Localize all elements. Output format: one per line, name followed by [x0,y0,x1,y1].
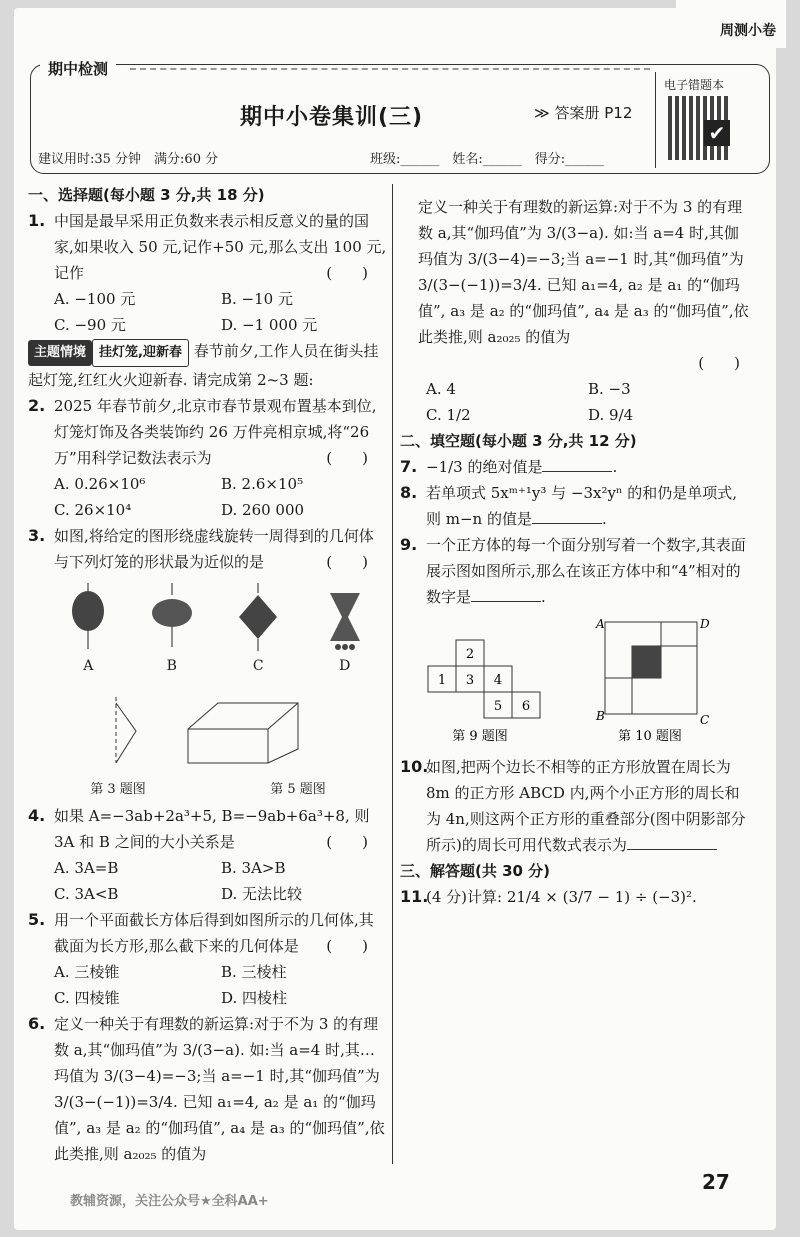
question-4 [28,803,388,855]
answer-paren-row [418,350,750,376]
question-text: 如图,将给定的图形绕虚线旋转一周得到的几何体与下列灯笼的形状最为近似的是 [54,527,374,571]
checkmark-icon: ✔ [704,120,730,146]
options-q5 [28,959,388,1011]
page-title: 期中小卷集训(三) [240,105,424,130]
option-c[interactable]: C. 四棱锥 [54,989,120,1007]
answer-blank[interactable] [627,835,717,850]
section-1-title: 一、选择题(每小题 3 分,共 18 分) [28,186,265,204]
lantern-d[interactable] [320,583,370,679]
option-d[interactable]: D. 四棱柱 [221,989,288,1007]
option-b[interactable]: B. −10 元 [221,290,293,308]
question-text: 一个正方体的每一个面分别写着一个数字,其表面展示图如图所示,那么在该正方体中和“4”相对的数字是 [426,536,746,606]
answer-paren[interactable]: ( ) [326,937,368,955]
vertex-label: D [700,617,710,631]
figure-10-caption: 第 10 题图 [618,729,682,744]
section-2-title: 二、填空题(每小题 3 分,共 12 分) [400,432,637,450]
answer-paren[interactable]: ( ) [326,264,368,282]
question-number: 1. [28,211,46,230]
question-number: 2. [28,396,46,415]
page-number: 27 [702,1170,730,1194]
answer-paren[interactable]: ( ) [326,449,368,467]
option-a[interactable]: A. 4 [426,380,456,398]
figure-9-caption: 第 9 题图 [452,729,508,744]
cube-cell: 2 [465,647,475,662]
options-q2 [28,471,388,523]
theme-badge: 主题情境 [28,340,92,366]
question-text: 若单项式 5xᵐ⁺¹y³ 与 −3x²yⁿ 的和仍是单项式,则 m−n 的值是 [426,484,738,528]
question-number: 8. [400,483,418,502]
cube-cell: 6 [521,699,531,714]
question-7: 7. −1/3 的绝对值是 . [400,454,750,480]
section-tab-label: 周测小卷 [720,23,776,39]
question-9: 9. 一个正方体的每一个面分别写着一个数字,其表面展示图如图所示,那么在该正方体中和“4”相对的数字是 . [400,532,750,610]
options-q6 [400,376,750,428]
question-number: 11. [400,887,429,906]
option-d[interactable]: D. 9/4 [588,406,634,424]
figure-3-5 [28,689,368,769]
option-b[interactable]: B. −3 [588,380,631,398]
option-c[interactable]: C. 26×10⁴ [54,501,132,519]
theme-title: 挂灯笼,迎新春 [92,339,189,367]
option-a[interactable]: A. 3A=B [54,859,119,877]
cube-cell: 4 [493,673,503,688]
section-3-title: 三、解答题(共 30 分) [400,862,551,880]
question-text: 2025 年春节前夕,北京市春节景观布置基本到位,灯笼灯饰及各类装饰约 26 万件亮相京城,将“26 万”用科学记数法表示为 [54,397,377,467]
q6-continuation [418,194,750,350]
question-text: 如图,把两个边长不相等的正方形放置在周长为 8m 的正方形 ABCD 内,两个小正方形的周长和为 4n,则这两个正方形的重叠部分(图中阴影部分所示)的周长可用代数式表示为 [426,758,746,854]
question-text: 如果 A=−3ab+2a³+5, B=−9ab+6a³+8, 则 3A 和 B 之间的大小关系是 [54,807,370,851]
figure-3-caption: 第 3 题图 [90,782,146,797]
question-number: 9. [400,535,418,554]
question-10 [400,754,750,858]
question-number: 3. [28,526,46,545]
cube-cell: 1 [437,673,447,688]
lantern-label: C [252,658,264,674]
option-a[interactable]: A. 0.26×10⁶ [54,475,146,493]
theme-text: 春节前夕,工作人员在街头挂起灯笼,红红火火迎新春. 请完成第 2~3 题: [28,342,379,389]
options-q4 [28,855,388,907]
header-tag: 期中检测 [40,58,116,79]
answer-paren[interactable]: ( ) [326,833,368,851]
answer-paren[interactable]: ( ) [326,553,368,571]
option-a[interactable]: A. 三棱锥 [54,963,120,981]
question-3 [28,523,388,575]
question-number: 4. [28,806,46,825]
question-number: 5. [28,910,46,929]
question-11 [400,884,750,910]
option-b[interactable]: B. 3A>B [221,859,286,877]
theme-intro [28,338,388,393]
cube-cell: 5 [493,699,503,714]
option-d[interactable]: D. −1 000 元 [221,316,318,334]
answer-paren[interactable]: ( ) [698,354,740,372]
question-text: 中国是最早采用正负数来表示相反意义的量的国家,如果收入 50 元,记作+50 元,那么支出 100 元,记作 [54,212,387,282]
question-text: 定义一种关于有理数的新运算:对于不为 3 的有理数 a,其“伽玛值”为 3/(3−a). 如:当 a=4 时,其伽玛值为 3/(3−4)=−3;当 a=−1 时,其“伽玛值”为 3/(3−(−1))=3/4. 已知 a₁=4, a₂ 是 a₁ 的“伽玛值”, a₃ 是 a₂ 的“伽玛值”, a₄ 是 a₃ 的“伽玛值”,依此类推,则 a₂₀₂₅ 的值为 [418,198,749,346]
options-q1 [28,286,388,338]
option-a[interactable]: A. −100 元 [54,290,136,308]
question-number: 10. [400,757,429,776]
question-6-continued [400,194,750,376]
answer-blank[interactable] [542,457,612,472]
left-column [28,182,388,1163]
vertex-label: C [700,713,710,727]
student-fields: 班级:______ 姓名:______ 得分:______ [370,152,605,167]
right-column [400,194,750,910]
question-2 [28,393,388,471]
hourglass-lantern-icon [320,583,370,653]
question-text: −1/3 的绝对值是 [426,458,543,476]
question-6-start [28,1011,388,1163]
option-c[interactable]: C. −90 元 [54,316,126,334]
answer-blank[interactable] [471,587,541,602]
option-d[interactable]: D. 无法比较 [221,885,303,903]
column-divider [392,184,393,1164]
header-dashline [130,68,650,70]
question-text: 用一个平面截长方体后得到如图所示的几何体,其截面为长方形,那么截下来的几何体是 [54,911,374,955]
question-number: 6. [28,1014,46,1033]
question-text: 定义一种关于有理数的新运算:对于不为 3 的有理数 a,其“伽玛值”为 3/(3−a). 如:当 a=4 时,其伽玛值为 3/(3−4)=−3;当 a=−1 时,其“伽玛值”为 3/(3−(−1))=3/4. 已知 a₁=4, a₂ 是 a₁ 的“伽玛值”, a₃ 是 a₂ 的“伽玛值”, a₄ 是 a₃ 的“伽玛值”,依此类推,则 a₂₀₂₅ 的值为 [54,1015,385,1163]
option-b[interactable]: B. 三棱柱 [221,963,287,981]
vertex-label: A [596,617,605,631]
lantern-label: B [166,658,177,674]
figure-5-caption: 第 5 题图 [270,782,326,797]
oval-lantern-icon [147,583,197,653]
answer-blank[interactable] [532,509,602,524]
lantern-b[interactable] [147,583,197,679]
question-1 [28,208,388,286]
option-c[interactable]: C. 3A<B [54,885,119,903]
qr-label: 电子错题本 [664,78,725,92]
cube-cell: 3 [465,673,475,688]
question-text: (4 分)计算: 21/4 × (3/7 − 1) ÷ (−3)². [426,888,697,906]
question-number: 7. [400,457,418,476]
figures-9-10 [400,616,740,746]
lantern-options [28,583,388,679]
answer-reference: ≫ 答案册 P12 [534,104,633,122]
round-lantern-icon [66,583,110,653]
time-score: 建议用时:35 分钟 满分:60 分 [38,152,219,167]
option-d[interactable]: D. 260 000 [221,501,305,519]
question-8: 8. 若单项式 5xᵐ⁺¹y³ 与 −3x²yⁿ 的和仍是单项式,则 m−n 的值是 . [400,480,750,532]
option-c[interactable]: C. 1/2 [426,406,471,424]
figure-captions [28,777,388,803]
vertex-label: B [596,709,605,723]
footer-watermark-text: 教辅资源，关注公众号★全科AA+ [70,1194,269,1209]
option-b[interactable]: B. 2.6×10⁵ [221,475,304,493]
lantern-label: A [83,658,94,674]
lantern-c[interactable] [233,583,283,679]
lantern-label: D [339,658,351,674]
diamond-lantern-icon [233,583,283,653]
question-5 [28,907,388,959]
lantern-a[interactable] [66,583,110,679]
